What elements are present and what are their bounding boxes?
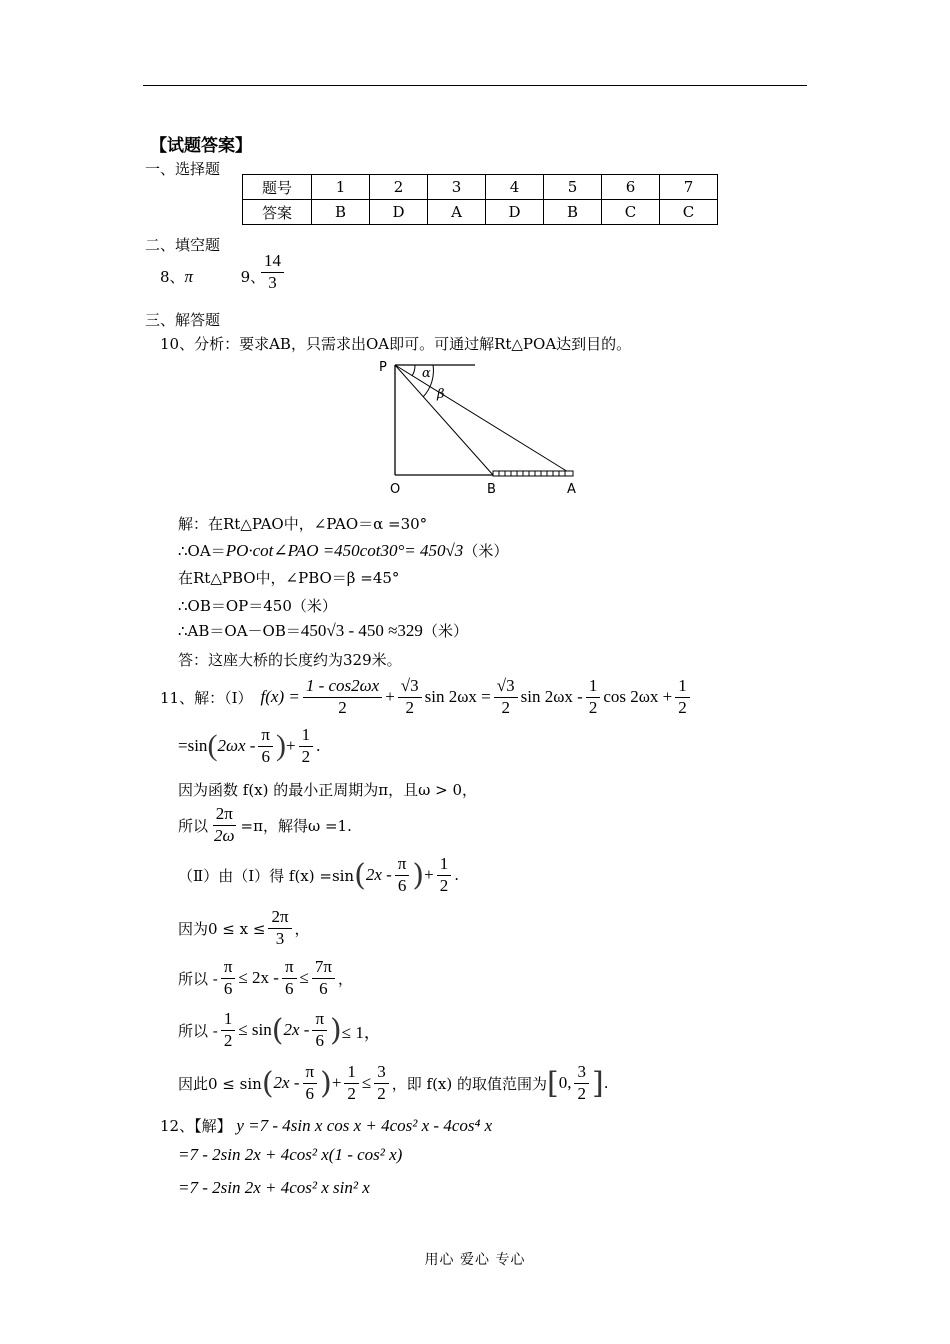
q12-label: 12、【解】 [160, 1117, 232, 1135]
fill-answers [160, 266, 265, 287]
section-fill: 二、填空题 [145, 236, 221, 254]
q10-line5-unit: （米） [422, 622, 468, 640]
q10-answer: 答：这座大桥的长度约为329米。 [178, 651, 402, 669]
text: 所以 - [178, 1021, 218, 1040]
header-rule [143, 85, 807, 86]
frac-num: 1 [344, 1063, 359, 1084]
frac-num: 7π [312, 958, 335, 979]
text: （Ⅱ）由（Ⅰ）得 f(x) =sin [178, 866, 355, 885]
frac-num: 3 [574, 1063, 589, 1084]
label-alpha: α [422, 366, 431, 381]
frac-num: 1 - cos2ωx [303, 677, 382, 698]
q10-line5-math: 450√3 - 450 ≈329 [300, 621, 423, 640]
q11-line9: 因此0 ≤ sin ( 2x - $\frac{\pi}{6}$ ) + $\frac{1}{2}$ ≤ $\frac{3}{2}$ ，即 f(x) 的取值范围为 [ 0, $\frac{3}{2}$ ] . [178, 1061, 609, 1103]
text: 所以 [178, 816, 209, 835]
frac-den: 2 [347, 1083, 356, 1103]
table-cell: D [370, 200, 428, 225]
frac-den: 2 [223, 1030, 233, 1050]
label-A: A [567, 482, 576, 497]
frac-den: 2 [338, 697, 347, 717]
q10-line5 [178, 620, 468, 641]
frac-den: 6 [315, 1030, 324, 1050]
text: 所以 - [178, 969, 218, 988]
q11-line6 [178, 906, 310, 950]
frac-num: 1 [437, 855, 452, 876]
table-cell: 答案 [243, 200, 312, 225]
text: ≤ sin [238, 1020, 272, 1039]
table-cell: 5 [544, 175, 602, 200]
frac-den: 2 [377, 1083, 386, 1103]
frac-num: π [221, 958, 236, 979]
text: 2ωx - [217, 736, 256, 755]
q12-expr1: y =7 - 4sin x cos x + 4cos² x - 4cos⁴ x [236, 1116, 493, 1135]
table-cell: B [312, 200, 370, 225]
text: ≤ [361, 1073, 372, 1092]
table-cell: 4 [486, 175, 544, 200]
text: ， [294, 919, 310, 938]
q11-fx: f(x) = [260, 687, 300, 706]
line-PB [395, 365, 493, 475]
answer-table [242, 174, 718, 225]
frac-den: 2 [577, 1083, 586, 1103]
text: 0, [558, 1073, 572, 1092]
frac-num: π [312, 1010, 327, 1031]
label-B: B [487, 482, 496, 497]
q10-line2-unit: （米） [463, 542, 509, 560]
section-choice: 一、选择题 [145, 160, 221, 178]
frac-num: π [303, 1063, 318, 1084]
text: ， [337, 969, 353, 988]
label-O: O [390, 482, 401, 497]
text: 因此0 ≤ sin [178, 1074, 262, 1093]
text: 2x - [283, 1020, 310, 1039]
q10-line2-math: PO·cot∠PAO =450cot30°= 450√3 [225, 541, 464, 560]
text: ≤ 1， [341, 1022, 381, 1042]
frac-den: 2 [588, 697, 598, 717]
text: . [316, 736, 321, 755]
text: ≤ [299, 968, 309, 987]
frac-den: 2 [501, 697, 510, 717]
frac-num: 1 [586, 677, 601, 698]
q11-line5: （Ⅱ）由（Ⅰ）得 f(x) =sin ( 2x - $\frac{\pi}{6}$ ) + $\frac{1}{2}$ . [178, 853, 459, 895]
frac-den: 2ω [214, 825, 235, 845]
page-footer: 用心 爱心 专心 [424, 1252, 526, 1268]
frac-den: 2 [405, 697, 414, 717]
q11-label: 11、解：（Ⅰ） [160, 688, 253, 707]
section-title: 【试题答案】 [150, 136, 252, 156]
text: =sin [178, 736, 208, 755]
q10-line2 [178, 540, 508, 561]
table-cell: 7 [660, 175, 718, 200]
text: ≤ 2x - [238, 968, 279, 987]
table-cell: C [602, 200, 660, 225]
q10-line1: 解：在Rt△PAO中，∠PAO＝α =30° [178, 515, 428, 533]
q10-line2-lead: ∴OA＝ [178, 542, 226, 560]
q9-label: 9、 [240, 268, 266, 286]
plus-sign: + [385, 687, 395, 706]
frac-den: 3 [275, 928, 285, 948]
frac-num: 2π [213, 805, 236, 826]
line-PA [395, 365, 573, 475]
table-cell: A [428, 200, 486, 225]
frac-den: 2 [301, 746, 311, 766]
q10-line5-lead: ∴AB＝OA－OB＝ [178, 622, 301, 640]
text: . [603, 1074, 609, 1092]
table-cell: B [544, 200, 602, 225]
q11-line2: =sin ( 2ωx - $\frac{\pi}{6}$ ) + $\frac{1}{2}$ . [178, 724, 321, 766]
q11-line1 [160, 675, 693, 719]
q12-line1 [160, 1115, 492, 1136]
q9-numerator: 14 [261, 252, 284, 273]
text: + [331, 1073, 342, 1092]
q12-line3: =7 - 2sin 2x + 4cos² x sin² x [178, 1178, 370, 1197]
table-cell: D [486, 200, 544, 225]
q10-analysis: 10、分析：要求AB，只需求出OA即可。可通过解Rt△POA达到目的。 [160, 335, 632, 353]
q9-fraction [258, 252, 287, 292]
q11-line3: 因为函数 f(x) 的最小正周期为π，且ω > 0， [178, 781, 477, 799]
q10-line3: 在Rt△PBO中，∠PBO＝β =45° [178, 569, 400, 587]
frac-num: √3 [494, 677, 518, 698]
frac-num: π [395, 855, 410, 876]
frac-num: π [258, 726, 273, 747]
table-cell: 1 [312, 175, 370, 200]
frac-num: 3 [374, 1063, 389, 1084]
frac-num: √3 [398, 677, 422, 698]
table-cell: 3 [428, 175, 486, 200]
q10-line4: ∴OB＝OP＝450（米） [178, 597, 337, 615]
q11-line7 [178, 956, 353, 1000]
frac-den: 6 [305, 1083, 315, 1103]
frac-den: 6 [261, 746, 270, 766]
frac-den: 6 [397, 875, 407, 895]
q11-line4 [178, 803, 352, 847]
text: =π，解得ω =1. [240, 816, 352, 835]
angle-alpha-arc [412, 365, 415, 376]
frac-den: 2 [439, 875, 449, 895]
frac-den: 6 [319, 978, 328, 998]
table-cell: 6 [602, 175, 660, 200]
table-cell: C [660, 200, 718, 225]
text: 因为0 ≤ x ≤ [178, 919, 266, 938]
frac-num: 1 [675, 677, 690, 698]
label-beta: β [437, 387, 445, 402]
q11-line8: 所以 - $\frac{1}{2}$ ≤ sin ( 2x - $\frac{\pi}{6}$ ) ≤ 1， [178, 1008, 381, 1050]
bridge-diagram [375, 355, 585, 500]
term-tail: sin 2ωx - [520, 687, 583, 706]
frac-num: 2π [268, 908, 291, 929]
frac-den: 6 [223, 978, 233, 998]
q12-line2: =7 - 2sin 2x + 4cos² x(1 - cos² x) [178, 1145, 403, 1164]
table-row-answers [243, 200, 718, 225]
frac-den: 6 [284, 978, 294, 998]
term-tail: cos 2ωx + [603, 687, 673, 706]
text: ，即 f(x) 的取值范围为 [391, 1074, 548, 1093]
term-tail: sin 2ωx = [424, 687, 491, 706]
table-cell: 2 [370, 175, 428, 200]
frac-den: 2 [678, 697, 687, 717]
table-cell: 题号 [243, 175, 312, 200]
text: + [286, 736, 296, 755]
text: + [424, 865, 434, 884]
frac-num: π [282, 958, 297, 979]
q9-denominator: 3 [268, 272, 277, 292]
q8-label: 8、 [160, 268, 185, 286]
section-solve: 三、解答题 [145, 311, 221, 329]
frac-num: 1 [299, 726, 314, 747]
text: 2x - [273, 1073, 300, 1092]
frac-num: 1 [221, 1010, 236, 1031]
q8-answer: π [184, 267, 194, 286]
text: . [454, 866, 459, 884]
text: 2x - [365, 865, 392, 884]
table-row-header [243, 175, 718, 200]
label-P: P [379, 360, 387, 375]
